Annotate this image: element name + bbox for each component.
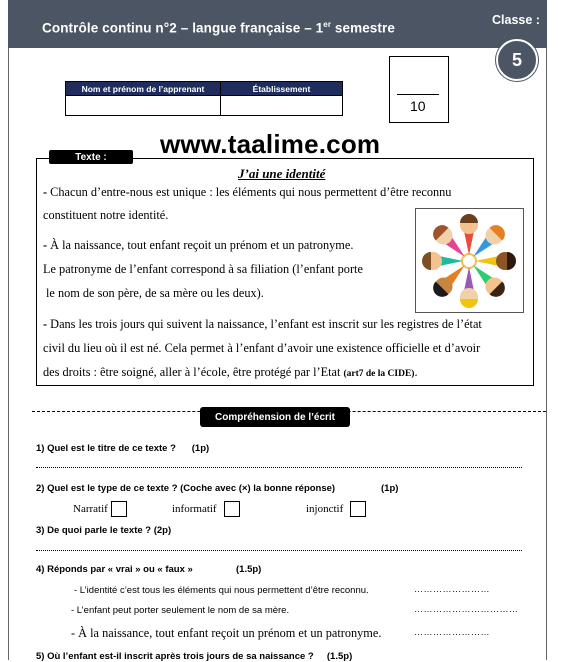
paragraph-2-line-2: Le patronyme de l’enfant correspond à sa filiation (l’enfant porte	[43, 262, 363, 276]
answer-blank-3[interactable]: ……………………	[414, 627, 490, 637]
question-2-points: (1p)	[381, 483, 399, 494]
student-name-header: Nom et prénom de l’apprenant	[66, 82, 221, 96]
paragraph-1-line-1: - Chacun d’entre-nous est unique : les éléments qui nous permettent d’être reconnu	[43, 185, 452, 199]
paragraph-2-line-1: - À la naissance, tout enfant reçoit un prénom et un patronyme.	[43, 238, 354, 252]
comprehension-tag: Compréhension de l’écrit	[200, 407, 350, 427]
checkbox-narratif[interactable]	[111, 501, 127, 517]
score-fraction-line	[397, 94, 439, 95]
question-2: 2) Quel est le type de ce texte ? (Coche avec (×) la bonne réponse)	[36, 483, 336, 494]
option-injonctif: injonctif	[306, 503, 344, 515]
option-narratif: Narratif	[73, 503, 108, 515]
question-4: 4) Réponds par « vrai » ou « faux »	[36, 564, 193, 575]
identity-table	[65, 81, 343, 116]
paragraph-1-line-2: constituent notre identité.	[43, 208, 169, 222]
statement-3: - À la naissance, tout enfant reçoit un prénom et un patronyme.	[71, 626, 382, 640]
classe-badge: 5	[496, 39, 538, 81]
page-border-right	[546, 0, 547, 660]
page-border-left	[8, 0, 9, 660]
question-5: 5) Où l’enfant est-il inscrit après trois jours de sa naissance ? (1.5p)	[36, 651, 353, 662]
option-informatif: informatif	[172, 503, 217, 515]
student-name-cell[interactable]	[66, 96, 221, 116]
answer-line-3[interactable]	[36, 550, 522, 551]
question-4-points: (1.5p)	[236, 564, 262, 575]
answer-line-1[interactable]	[36, 467, 522, 468]
classe-label: Classe :	[492, 13, 540, 27]
paragraph-3-line-2: civil du lieu où il est né. Cela permet à l’enfant d’avoir une existence officielle et d’avoir	[43, 341, 481, 355]
text-title: J’ai une identité	[238, 166, 326, 181]
paragraph-3-line-1: - Dans les trois jours qui suivent la naissance, l’enfant est inscrit sur les registres de l’état	[43, 317, 482, 331]
paragraph-2-line-3: le nom de son père, de sa mère ou les deux).	[46, 286, 264, 300]
children-circle-illustration	[415, 208, 524, 313]
paragraph-3-line-3: des droits : être soigné, aller à l’école, être protégé par l’Etat (art7 de la CIDE).	[43, 365, 418, 379]
checkbox-injonctif[interactable]	[350, 501, 366, 517]
question-3: 3) De quoi parle le texte ? (2p)	[36, 525, 172, 536]
watermark-url: www.taalime.com	[160, 129, 381, 159]
answer-blank-1[interactable]: ……………………	[414, 584, 490, 594]
school-header: Établissement	[221, 82, 343, 96]
checkbox-informatif[interactable]	[224, 501, 240, 517]
page-title: Contrôle continu n°2 – langue française – 1er semestre	[42, 20, 395, 36]
statement-2: - L’enfant peut porter seulement le nom de sa mère.	[71, 605, 290, 616]
text-tag: Texte :	[49, 150, 133, 164]
statement-1: - L’identité c’est tous les éléments qui nous permettent d’être reconnu.	[74, 585, 369, 596]
answer-blank-2[interactable]: ……………………………	[414, 604, 519, 614]
school-cell[interactable]	[221, 96, 343, 116]
question-1: 1) Quel est le titre de ce texte ? (1p)	[36, 443, 210, 454]
score-denominator: 10	[410, 98, 426, 114]
